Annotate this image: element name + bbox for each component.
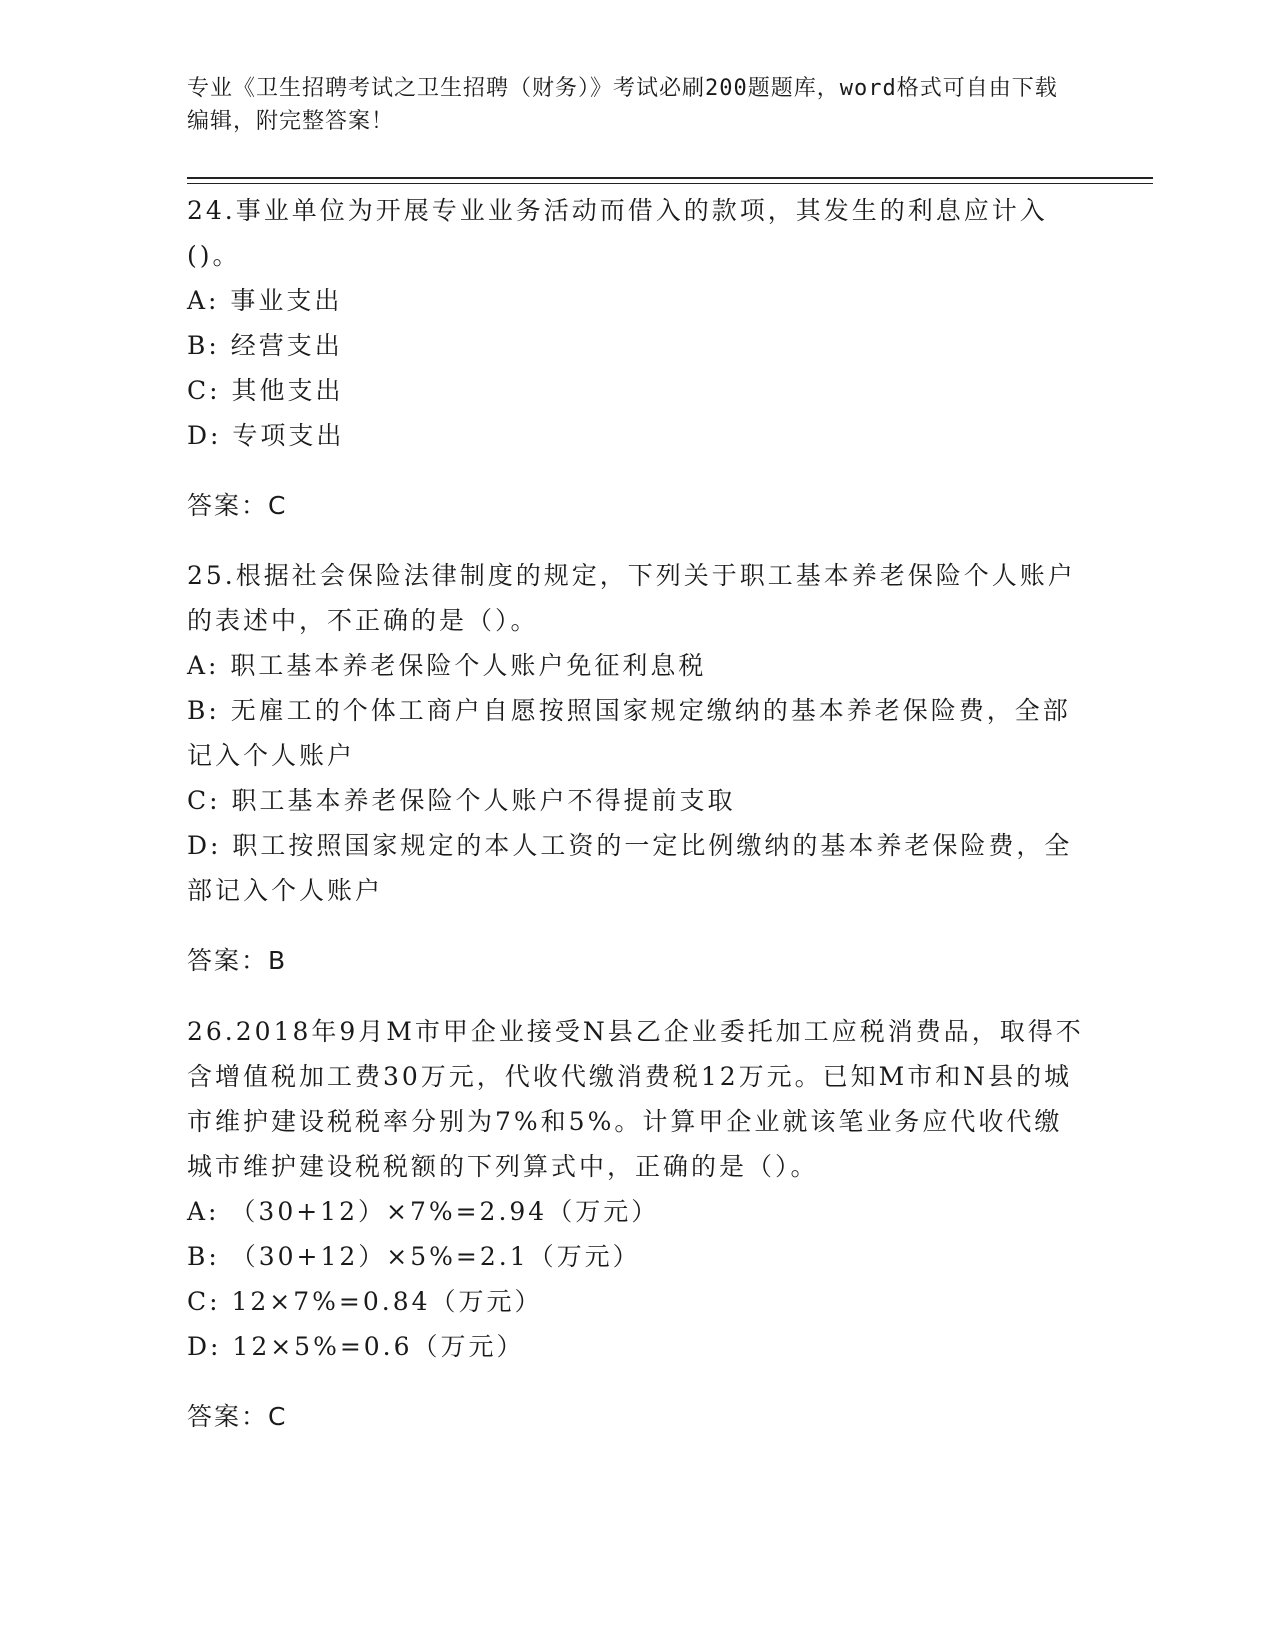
header-divider-thick <box>187 177 1153 179</box>
option-a: A: 事业支出 <box>187 286 343 315</box>
question-stem: 24.事业单位为开展专业业务活动而借入的款项，其发生的利息应计入()。 <box>187 196 1048 270</box>
question-25 <box>187 553 1087 1008</box>
option-c: C: 12×7%=0.84（万元） <box>187 1287 543 1316</box>
option-b: B: 无雇工的个体工商户自愿按照国家规定缴纳的基本养老保险费，全部记入个人账户 <box>187 696 1071 770</box>
answer-line: 答案：B <box>187 946 288 975</box>
answer-line: 答案：C <box>187 491 288 520</box>
option-d: D: 职工按照国家规定的本人工资的一定比例缴纳的基本养老保险费，全部记入个人账户 <box>187 831 1073 905</box>
question-26 <box>187 1009 1087 1464</box>
option-b: B: 经营支出 <box>187 331 343 360</box>
question-stem: 25.根据社会保险法律制度的规定，下列关于职工基本养老保险个人账户的表述中，不正确的是（）。 <box>187 561 1076 635</box>
option-d: D: 专项支出 <box>187 421 345 450</box>
document-header: 专业《卫生招聘考试之卫生招聘（财务）》考试必刷200题题库，word格式可自由下载编辑，附完整答案！ <box>187 76 1058 134</box>
header-divider-thin <box>187 183 1153 184</box>
option-d: D: 12×5%=0.6（万元） <box>187 1332 525 1361</box>
option-a: A: 职工基本养老保险个人账户免征利息税 <box>187 651 707 680</box>
answer-line: 答案：C <box>187 1402 288 1431</box>
option-c: C: 职工基本养老保险个人账户不得提前支取 <box>187 786 736 815</box>
option-c: C: 其他支出 <box>187 376 344 405</box>
option-a: A: （30+12）×7%=2.94（万元） <box>187 1197 660 1226</box>
question-24 <box>187 188 1087 553</box>
question-stem: 26.2018年9月M市甲企业接受N县乙企业委托加工应税消费品，取得不含增值税加工费30万元，代收代缴消费税12万元。已知M市和N县的城市维护建设税税率分别为7%和5%。计算甲企业就该笔业务应代收代缴城市维护建设税税额的下列算式中，正确的是（）。 <box>187 1017 1084 1181</box>
option-b: B: （30+12）×5%=2.1（万元） <box>187 1242 641 1271</box>
